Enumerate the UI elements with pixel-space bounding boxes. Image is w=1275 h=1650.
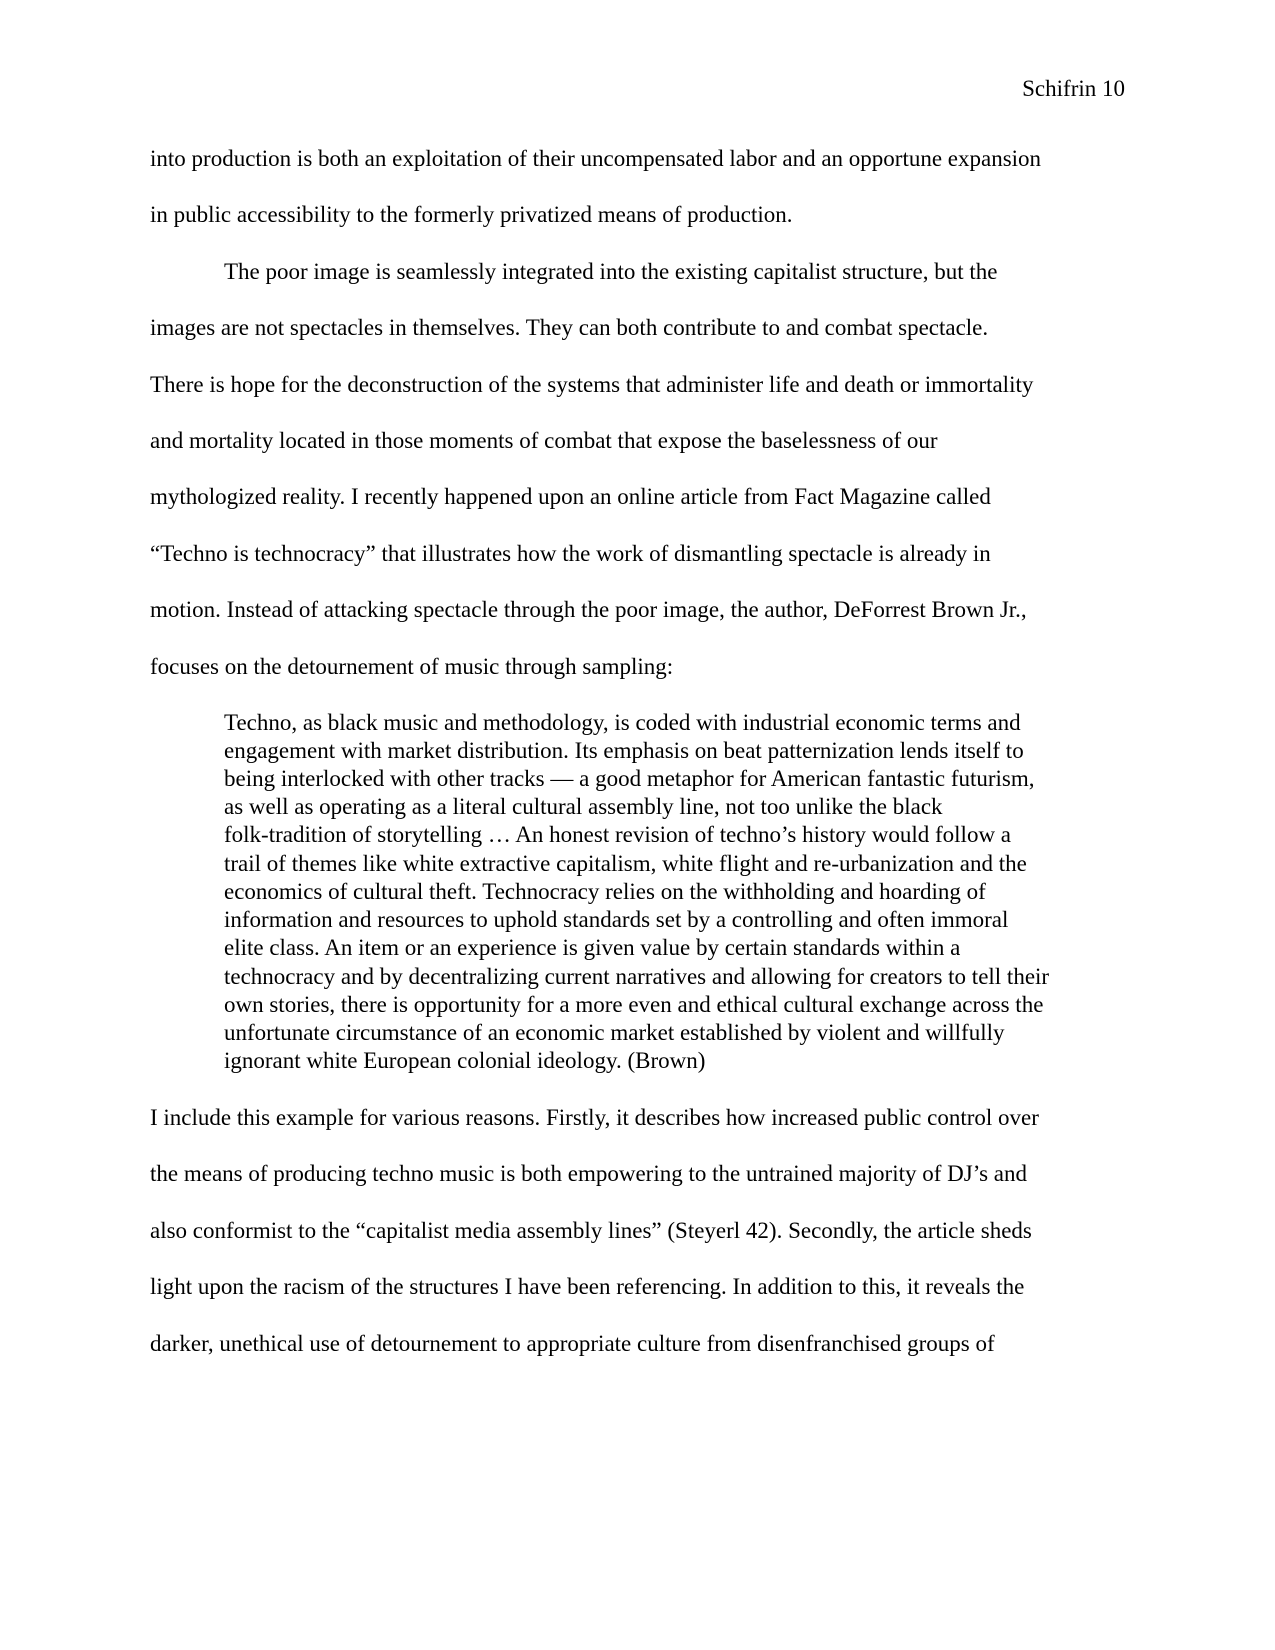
body-line: I include this example for various reasons. Firstly, it describes how increased public control over xyxy=(150,1105,1039,1130)
running-head: Schifrin 10 xyxy=(1022,76,1125,101)
block-quote-line: as well as operating as a literal cultural assembly line, not too unlike the black xyxy=(224,794,943,819)
body-line: focuses on the detournement of music through sampling: xyxy=(150,654,674,679)
body-line: mythologized reality. I recently happened upon an online article from Fact Magazine called xyxy=(150,484,991,509)
block-quote-line: Techno, as black music and methodology, is coded with industrial economic terms and xyxy=(224,710,1021,735)
body-line: images are not spectacles in themselves. They can both contribute to and combat spectacle. xyxy=(150,315,989,340)
body-line: the means of producing techno music is both empowering to the untrained majority of DJ’s and xyxy=(150,1161,1028,1186)
block-quote-line: folk-tradition of storytelling … An honest revision of techno’s history would follow a xyxy=(224,822,1012,847)
block-quote-line: technocracy and by decentralizing current narratives and allowing for creators to tell their xyxy=(224,964,1050,989)
block-quote-line: trail of themes like white extractive capitalism, white flight and re-urbanization and the xyxy=(224,851,1027,876)
body-line: The poor image is seamlessly integrated into the existing capitalist structure, but the xyxy=(224,259,998,284)
block-quote-line: own stories, there is opportunity for a more even and ethical cultural exchange across the xyxy=(224,992,1044,1017)
body-line: in public accessibility to the formerly privatized means of production. xyxy=(150,202,793,227)
body-line: There is hope for the deconstruction of the systems that administer life and death or immortality xyxy=(150,372,1034,397)
body-line: also conformist to the “capitalist media assembly lines” (Steyerl 42). Secondly, the article sheds xyxy=(150,1218,1032,1243)
block-quote-line: being interlocked with other tracks — a good metaphor for American fantastic futurism, xyxy=(224,766,1035,791)
block-quote-line: engagement with market distribution. Its emphasis on beat patternization lends itself to xyxy=(224,738,1024,763)
body-line: and mortality located in those moments of combat that expose the baselessness of our xyxy=(150,428,938,453)
body-line: “Techno is technocracy” that illustrates how the work of dismantling spectacle is already in xyxy=(150,541,991,566)
block-quote-line: elite class. An item or an experience is given value by certain standards within a xyxy=(224,935,961,960)
body-line: motion. Instead of attacking spectacle through the poor image, the author, DeForrest Brown Jr., xyxy=(150,597,1027,622)
body-line: light upon the racism of the structures I have been referencing. In addition to this, it reveals the xyxy=(150,1274,1025,1299)
body-line: into production is both an exploitation of their uncompensated labor and an opportune expansion xyxy=(150,146,1042,171)
block-quote-line: ignorant white European colonial ideology. (Brown) xyxy=(224,1048,706,1073)
block-quote-line: unfortunate circumstance of an economic market established by violent and willfully xyxy=(224,1020,1005,1045)
block-quote-line: economics of cultural theft. Technocracy relies on the withholding and hoarding of xyxy=(224,879,986,904)
body-line: darker, unethical use of detournement to appropriate culture from disenfranchised groups of xyxy=(150,1331,995,1356)
block-quote-line: information and resources to uphold standards set by a controlling and often immoral xyxy=(224,907,1009,932)
